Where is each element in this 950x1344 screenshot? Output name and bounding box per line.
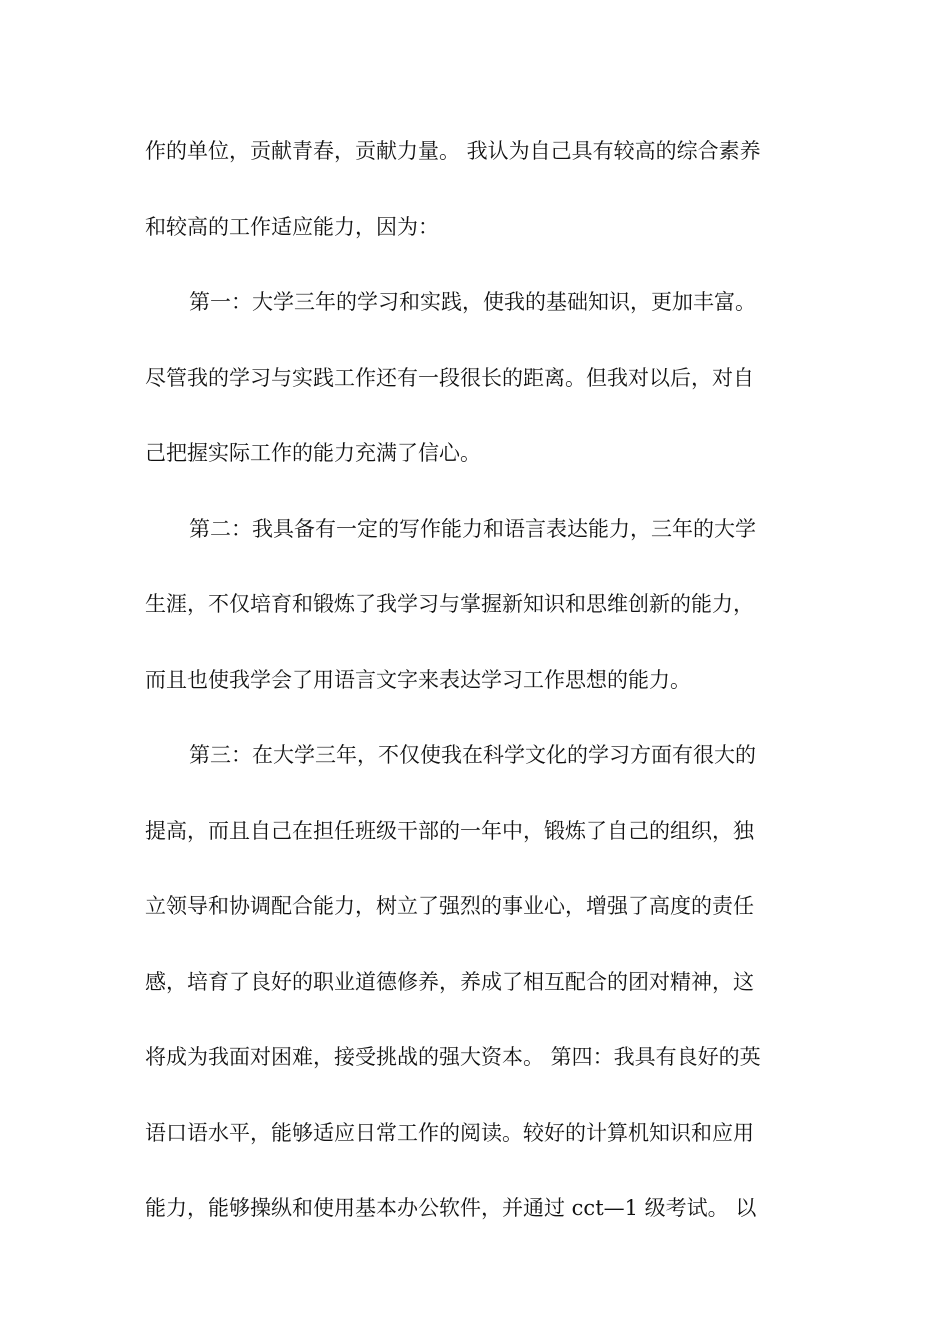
- text-line: 语口语水平，能够适应日常工作的阅读。较好的计算机知识和应用: [145, 1120, 754, 1145]
- paragraph-first-line: 第三：在大学三年，不仅使我在科学文化的学习方面有很大的: [189, 743, 756, 767]
- text-line: 能力，能够操纵和使用基本办公软件，并通过 cct—1 级考试。 以: [145, 1196, 757, 1220]
- text-line: 作的单位，贡献青春，贡献力量。 我认为自己具有较高的综合素养: [145, 139, 761, 163]
- text-line: 尽管我的学习与实践工作还有一段很长的距离。但我对以后，对自: [145, 365, 754, 390]
- body-text: [145, 126, 807, 1259]
- text-line: 提高，而且自己在担任班级干部的一年中，锻炼了自己的组织，独: [145, 818, 754, 843]
- text-line: 和较高的工作适应能力，因为：: [145, 214, 439, 239]
- text-line: 将成为我面对困难，接受挑战的强大资本。 第四：我具有良好的英: [145, 1045, 761, 1069]
- paragraph-first-line: 第二：我具备有一定的写作能力和语言表达能力，三年的大学: [189, 516, 756, 541]
- text-line: 而且也使我学会了用语言文字来表达学习工作思想的能力。: [145, 667, 691, 692]
- paragraph-first-line: 第一：大学三年的学习和实践，使我的基础知识，更加丰富。: [189, 290, 756, 314]
- text-line: 立领导和协调配合能力，树立了强烈的事业心，增强了高度的责任: [145, 894, 754, 918]
- text-line: 感，培育了良好的职业道德修养，养成了相互配合的团对精神，这: [145, 969, 754, 994]
- text-line: 生涯，不仅培育和锻炼了我学习与掌握新知识和思维创新的能力，: [145, 592, 754, 616]
- text-line: 己把握实际工作的能力充满了信心。: [145, 441, 481, 465]
